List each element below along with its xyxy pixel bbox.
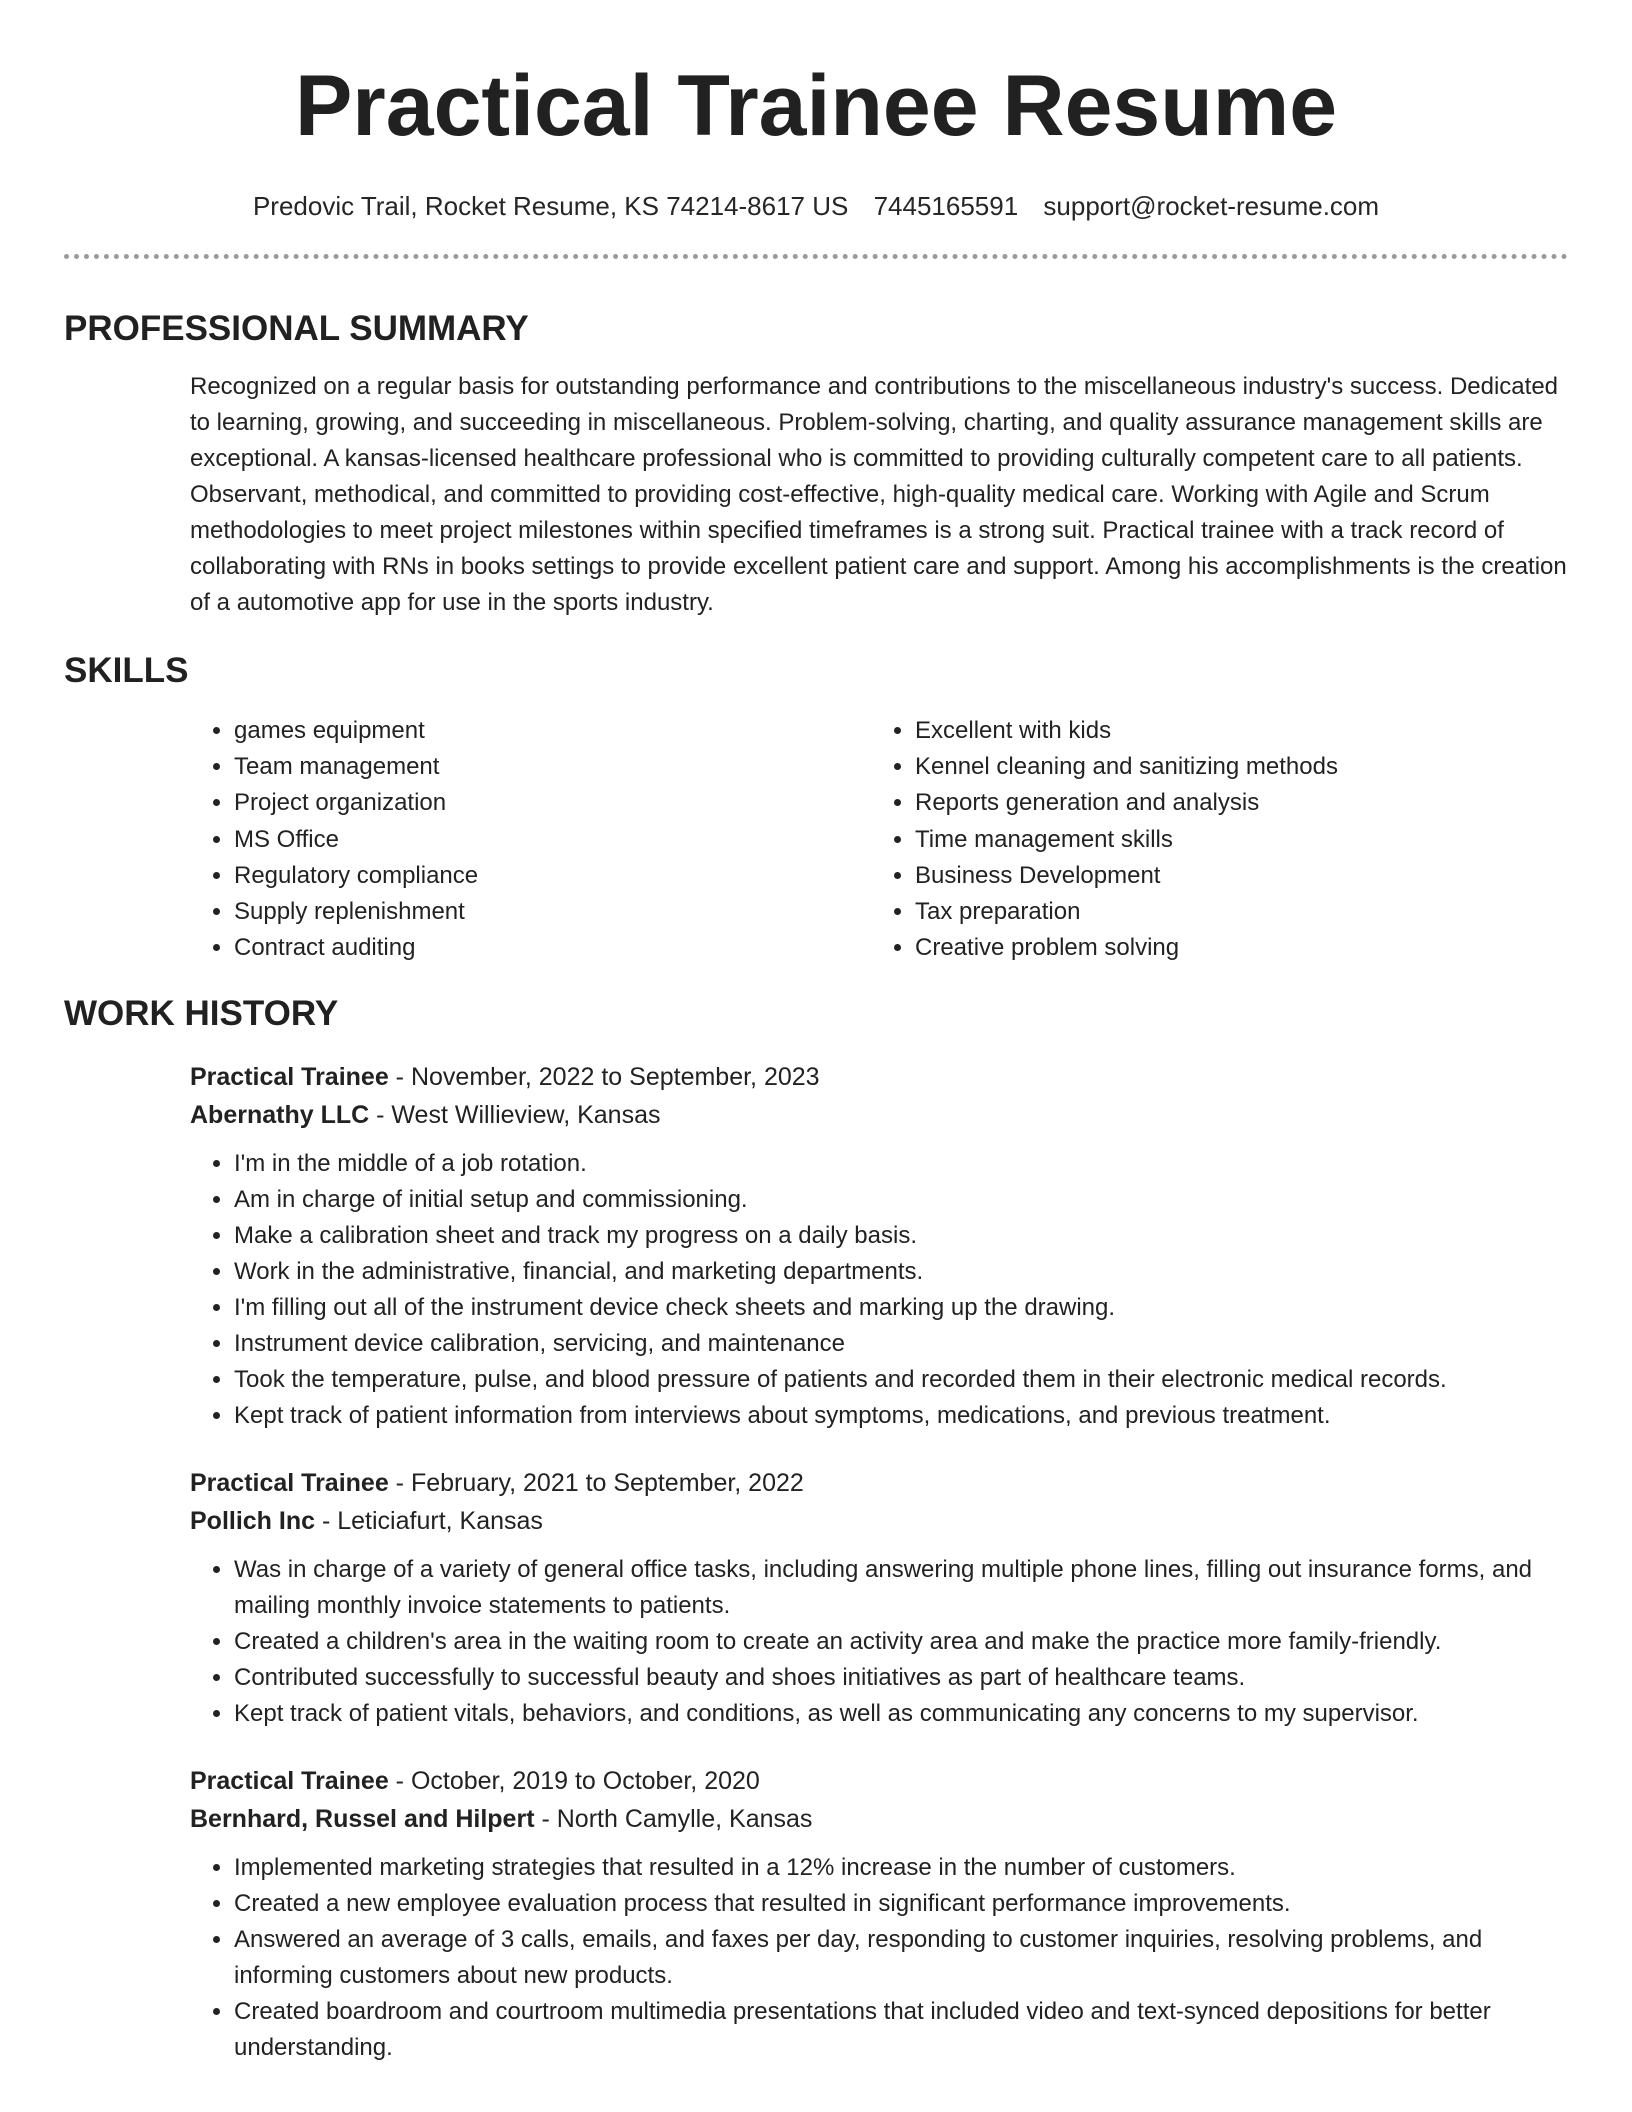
job-company: Pollich Inc bbox=[190, 1507, 316, 1536]
job-bullet: • Created boardroom and courtroom multimedia presentations that included video and text-synced depositions for better understanding. bbox=[234, 1994, 1568, 2066]
skill-item: • Excellent with kids bbox=[915, 713, 1515, 749]
job-title: Practical Trainee bbox=[190, 1063, 389, 1092]
job-bullets bbox=[190, 1850, 1568, 2066]
job-bullet: • Implemented marketing strategies that resulted in a 12% increase in the number of customers. bbox=[234, 1850, 1568, 1886]
job-location: - West Willieview, Kansas bbox=[369, 1101, 661, 1130]
job-bullet: • Was in charge of a variety of general office tasks, including answering multiple phone lines, filling out insurance forms, and mailing monthly invoice statements to patients. bbox=[234, 1552, 1568, 1624]
job-title: Practical Trainee bbox=[190, 1767, 389, 1796]
job-dates: - February, 2021 to September, 2022 bbox=[388, 1469, 804, 1498]
job-bullet: • Am in charge of initial setup and commissioning. bbox=[234, 1182, 1568, 1218]
skill-item: • Creative problem solving bbox=[915, 930, 1515, 966]
job-company-line bbox=[190, 1502, 1568, 1540]
skill-item: • games equipment bbox=[234, 713, 871, 749]
job-bullet: • Created a new employee evaluation process that resulted in significant performance improvements. bbox=[234, 1886, 1568, 1922]
job-dates: - November, 2022 to September, 2023 bbox=[388, 1063, 820, 1092]
skills-column-right bbox=[871, 713, 1515, 966]
contact-line bbox=[64, 190, 1568, 222]
job-company: Abernathy LLC bbox=[190, 1101, 370, 1130]
job-title: Practical Trainee bbox=[190, 1469, 389, 1498]
job-bullet: • Kept track of patient information from interviews about symptoms, medications, and previous treatment. bbox=[234, 1398, 1568, 1434]
skill-item: • Regulatory compliance bbox=[234, 858, 871, 894]
job-bullet: • I'm in the middle of a job rotation. bbox=[234, 1146, 1568, 1182]
job-bullet: • Make a calibration sheet and track my progress on a daily basis. bbox=[234, 1218, 1568, 1254]
summary-text: Recognized on a regular basis for outstanding performance and contributions to the miscellaneous industry's success. Dedicated to learning, growing, and succeeding in miscellaneous. Problem-solving, charting, and quality assurance management skills are exceptional. A kansas-licensed healthcare professional who is committed to providing culturally competent care to all patients. Observant, methodical, and committed to providing cost-effective, high-quality medical care. Working with Agile and Scrum methodologies to meet project milestones within specified timeframes is a strong suit. Practical trainee with a track record of collaborating with RNs in books settings to provide excellent patient care and support. Among his accomplishments is the creation of a automotive app for use in the sports industry. bbox=[190, 373, 1567, 616]
job-bullet: • Took the temperature, pulse, and blood pressure of patients and recorded them in their electronic medical records. bbox=[234, 1362, 1568, 1398]
resume-title: Practical Trainee Resume bbox=[294, 58, 1338, 154]
skills-column-left bbox=[190, 713, 871, 966]
job-company: Bernhard, Russel and Hilpert bbox=[190, 1805, 535, 1834]
job-company-line bbox=[190, 1096, 1568, 1134]
job-bullet: • Instrument device calibration, servicing, and maintenance bbox=[234, 1326, 1568, 1362]
job-entry bbox=[190, 1464, 1568, 1732]
contact-email: support@rocket-resume.com bbox=[1043, 191, 1380, 221]
job-bullets bbox=[190, 1146, 1568, 1434]
job-bullet: • Created a children's area in the waiting room to create an activity area and make the practice more family-friendly. bbox=[234, 1624, 1568, 1660]
header-divider bbox=[64, 254, 1568, 259]
job-bullet: • Kept track of patient vitals, behaviors, and conditions, as well as communicating any concerns to my supervisor. bbox=[234, 1696, 1568, 1732]
skill-item: • MS Office bbox=[234, 822, 871, 858]
job-title-line bbox=[190, 1464, 1568, 1502]
skill-item: • Business Development bbox=[915, 858, 1515, 894]
skill-item: • Contract auditing bbox=[234, 930, 871, 966]
skill-item: • Kennel cleaning and sanitizing methods bbox=[915, 749, 1515, 785]
job-title-line bbox=[190, 1762, 1568, 1800]
skill-item: • Team management bbox=[234, 749, 871, 785]
job-location: - North Camylle, Kansas bbox=[534, 1805, 813, 1834]
skills-list bbox=[190, 713, 1568, 966]
job-bullet: • I'm filling out all of the instrument device check sheets and marking up the drawing. bbox=[234, 1290, 1568, 1326]
skill-item: • Tax preparation bbox=[915, 894, 1515, 930]
skills-heading: SKILLS bbox=[64, 651, 189, 690]
job-bullet: • Work in the administrative, financial, and marketing departments. bbox=[234, 1254, 1568, 1290]
summary-heading: PROFESSIONAL SUMMARY bbox=[64, 309, 529, 348]
job-bullets bbox=[190, 1552, 1568, 1732]
job-bullet: • Contributed successfully to successful beauty and shoes initiatives as part of healthcare teams. bbox=[234, 1660, 1568, 1696]
skill-item: • Supply replenishment bbox=[234, 894, 871, 930]
job-entry bbox=[190, 1058, 1568, 1434]
job-entry bbox=[190, 1762, 1568, 2066]
job-bullet: • Answered an average of 3 calls, emails, and faxes per day, responding to customer inquiries, resolving problems, and informing customers about new products. bbox=[234, 1922, 1568, 1994]
contact-phone: 7445165591 bbox=[873, 191, 1019, 221]
work-history-heading: WORK HISTORY bbox=[64, 994, 339, 1034]
skill-item: • Time management skills bbox=[915, 822, 1515, 858]
job-title-line bbox=[190, 1058, 1568, 1096]
job-dates: - October, 2019 to October, 2020 bbox=[388, 1767, 760, 1796]
job-company-line bbox=[190, 1800, 1568, 1838]
skill-item: • Reports generation and analysis bbox=[915, 785, 1515, 821]
contact-address: Predovic Trail, Rocket Resume, KS 74214-8617 US bbox=[252, 191, 849, 221]
skill-item: • Project organization bbox=[234, 785, 871, 821]
job-location: - Leticiafurt, Kansas bbox=[315, 1507, 543, 1536]
